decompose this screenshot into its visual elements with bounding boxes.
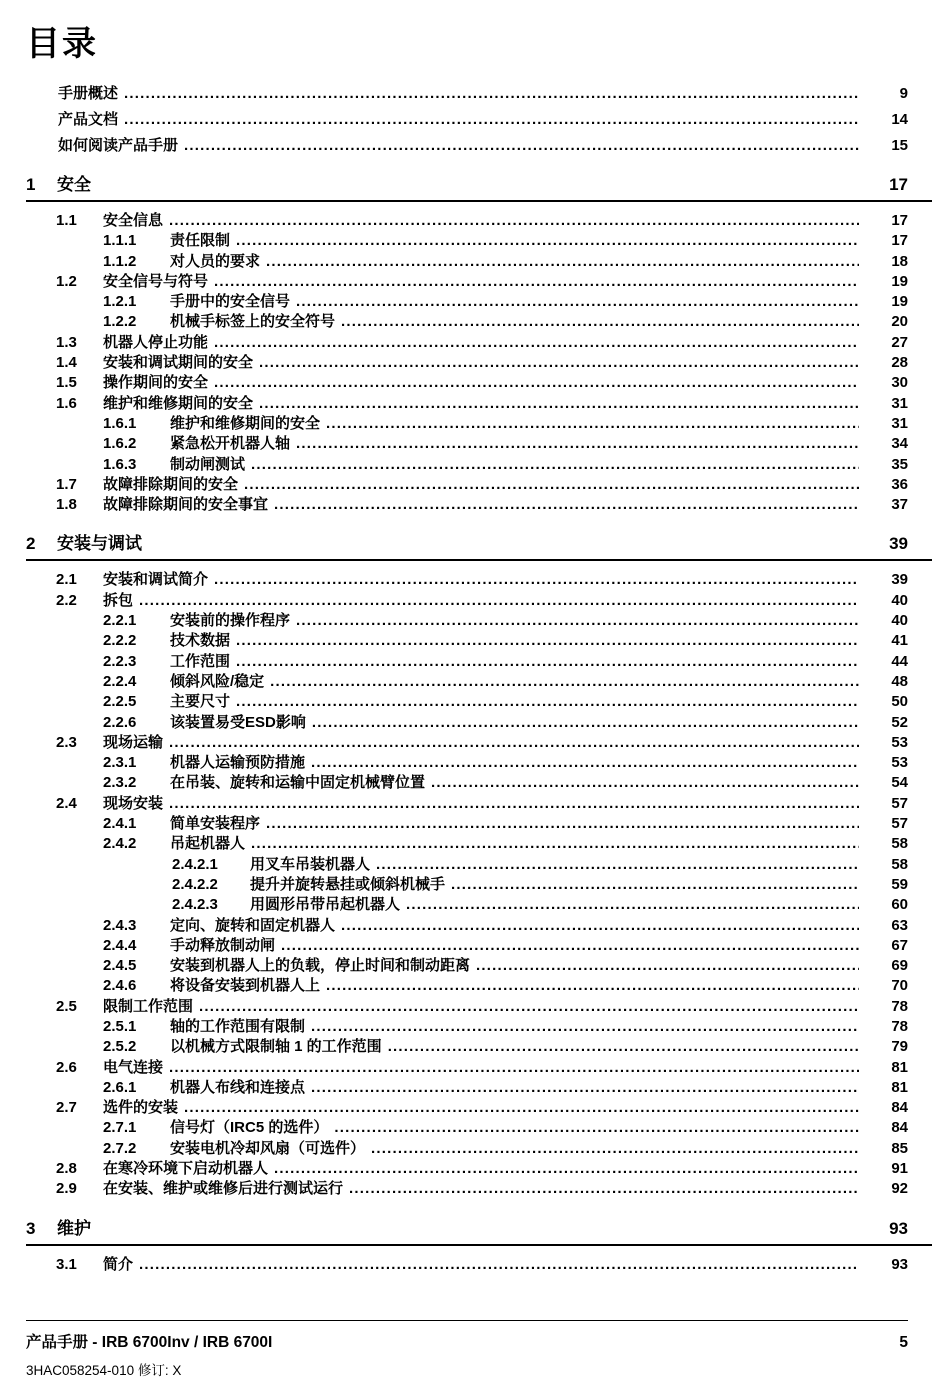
toc-entry-title: 轴的工作范围有限制 — [170, 1017, 306, 1035]
toc-entry-title: 手动释放制动闸 — [170, 936, 276, 954]
toc-entry-number: 1.6.3 — [103, 455, 137, 473]
toc-entry-title: 选件的安装 — [103, 1099, 179, 1117]
toc-entry-page: 52 — [891, 713, 908, 731]
toc-entry-number: 1.1 — [56, 212, 77, 229]
toc-entry-page: 54 — [891, 774, 908, 792]
toc-entry-title: 拆包 — [103, 591, 134, 609]
toc-entry[interactable] — [26, 589, 908, 609]
toc-entry-number: 2.1 — [56, 571, 77, 589]
toc-entry-number: 1.2.1 — [103, 293, 137, 311]
toc-entry-page: 17 — [891, 212, 908, 229]
toc-entry-number: 3.1 — [56, 1255, 77, 1273]
dot-leader — [341, 313, 859, 330]
toc-entry[interactable] — [26, 331, 908, 351]
toc-entry-page: 60 — [891, 896, 908, 914]
toc-entry-number: 2.2.6 — [103, 713, 137, 731]
dot-leader — [296, 435, 859, 452]
toc-entry-page: 53 — [891, 733, 908, 751]
toc-entry-number: 1.2.2 — [103, 313, 137, 331]
toc-entry-number: 1.1.2 — [103, 252, 137, 270]
toc-entry-title: 对人员的要求 — [170, 252, 261, 270]
dot-leader — [296, 293, 859, 310]
toc-entry[interactable] — [26, 812, 908, 832]
dot-leader — [184, 137, 859, 154]
dot-leader — [199, 998, 859, 1015]
toc-entry-page: 14 — [891, 111, 908, 128]
toc-entry-title: 机器人运输预防措施 — [170, 754, 306, 772]
dot-leader — [184, 1099, 859, 1116]
chapter-list — [26, 174, 908, 1273]
toc-entry-page: 50 — [891, 693, 908, 711]
toc-entry-number: 1.1.1 — [103, 232, 137, 250]
toc-entry[interactable] — [26, 670, 908, 690]
toc-entry-number: 2.7.1 — [103, 1119, 137, 1137]
toc-entry-title: 安装前的操作程序 — [170, 612, 291, 630]
toc-entry-page: 40 — [891, 591, 908, 609]
toc-entry-page: 78 — [891, 1017, 908, 1035]
toc-entry-number: 1.6.1 — [103, 414, 137, 432]
toc-entry[interactable] — [26, 412, 908, 432]
dot-leader — [371, 1140, 859, 1157]
toc-entry-page: 9 — [899, 85, 908, 102]
toc-entry[interactable] — [26, 629, 908, 649]
chapter-heading[interactable] — [26, 533, 932, 561]
toc-entry-number: 2.4.6 — [103, 977, 137, 995]
toc-entry-title: 机器人停止功能 — [103, 333, 209, 351]
toc-entry-title: 产品文档 — [58, 111, 119, 128]
toc-entry-number: 2.4 — [56, 794, 77, 812]
toc-entry-number: 2.2.1 — [103, 612, 137, 630]
page-title: 目录 — [26, 25, 98, 63]
toc-entry[interactable] — [26, 893, 908, 913]
toc-entry-number: 2.4.2.2 — [172, 875, 218, 893]
chapter-title: 安装与调试 — [57, 534, 142, 554]
chapter-entries — [26, 568, 908, 1197]
toc-entry-title: 现场运输 — [103, 733, 164, 751]
toc-entry[interactable] — [26, 1137, 908, 1157]
toc-entry-number: 2.7 — [56, 1099, 77, 1117]
toc-entry[interactable] — [26, 432, 908, 452]
toc-entry[interactable] — [26, 1035, 908, 1055]
toc-entry-page: 59 — [891, 875, 908, 893]
toc-entry[interactable] — [26, 832, 908, 852]
toc-entry-page: 63 — [891, 916, 908, 934]
toc-entry-title: 技术数据 — [170, 632, 231, 650]
toc-entry-title: 将设备安装到机器人上 — [170, 977, 321, 995]
footer-document-id: 3HAC058254-010 修订: X — [26, 1363, 182, 1378]
dot-leader — [311, 754, 859, 771]
toc-entry-page: 37 — [891, 496, 908, 514]
dot-leader — [270, 673, 859, 690]
toc-entry-title: 用叉车吊装机器人 — [250, 855, 371, 873]
dot-leader — [236, 653, 859, 670]
toc-entry-number: 1.8 — [56, 496, 77, 514]
toc-entry[interactable] — [26, 392, 908, 412]
toc-entry-number: 1.3 — [56, 333, 77, 351]
toc-front-entry[interactable] — [26, 108, 908, 134]
chapter-title: 维护 — [57, 1218, 91, 1238]
toc-entry[interactable] — [26, 270, 908, 290]
dot-leader — [214, 273, 859, 290]
footer-manual-title: 产品手册 - IRB 6700Inv / IRB 6700I — [26, 1334, 273, 1351]
toc-entry[interactable] — [26, 609, 908, 629]
toc-entry-page: 30 — [891, 374, 908, 392]
toc-entry-number: 2.5.2 — [103, 1038, 137, 1056]
toc-entry-number: 2.2.2 — [103, 632, 137, 650]
toc-entry-title: 倾斜风险/稳定 — [170, 672, 265, 690]
toc-entry-page: 19 — [891, 293, 908, 311]
toc-entry-number: 1.6.2 — [103, 435, 137, 453]
toc-entry[interactable] — [26, 995, 908, 1015]
toc-entry-title: 制动闸测试 — [170, 455, 246, 473]
toc-entry-number: 2.4.1 — [103, 815, 137, 833]
toc-entry-number: 1.4 — [56, 354, 77, 372]
dot-leader — [281, 937, 859, 954]
toc-entry-page: 67 — [891, 936, 908, 954]
toc-entry-page: 31 — [891, 394, 908, 412]
toc-entry[interactable] — [26, 1096, 908, 1116]
dot-leader — [341, 917, 859, 934]
toc-entry-page: 20 — [891, 313, 908, 331]
toc-entry-title: 安全信息 — [103, 212, 164, 229]
dot-leader — [236, 232, 859, 249]
toc-entry[interactable] — [26, 290, 908, 310]
toc-entry-page: 81 — [891, 1078, 908, 1096]
toc-entry-page: 28 — [891, 354, 908, 372]
toc-entry-title: 安全信号与符号 — [103, 272, 209, 290]
toc-entry-title: 责任限制 — [170, 232, 231, 250]
toc-entry-number: 2.2.3 — [103, 652, 137, 670]
toc-entry-number: 1.5 — [56, 374, 77, 392]
dot-leader — [169, 734, 859, 751]
toc-entry-number: 2.6 — [56, 1058, 77, 1076]
toc-entry-page: 93 — [891, 1255, 908, 1273]
page-footer — [26, 1320, 908, 1379]
toc-entry-title: 主要尺寸 — [170, 693, 231, 711]
dot-leader — [214, 571, 859, 588]
toc-entry[interactable] — [26, 873, 908, 893]
toc-entry-title: 该装置易受ESD影响 — [170, 713, 306, 731]
toc-entry-page: 79 — [891, 1038, 908, 1056]
toc-entry-number: 2.4.2 — [103, 835, 137, 853]
chapter-page: 93 — [889, 1218, 908, 1238]
toc-entry-page: 18 — [891, 252, 908, 270]
dot-leader — [326, 977, 859, 994]
dot-leader — [139, 1256, 859, 1273]
toc-entry-number: 2.4.3 — [103, 916, 137, 934]
front-matter-list — [26, 82, 908, 160]
toc-entry-page: 27 — [891, 333, 908, 351]
toc-entry[interactable] — [26, 792, 908, 812]
toc-entry[interactable] — [26, 371, 908, 391]
dot-leader — [311, 1079, 859, 1096]
dot-leader — [266, 253, 859, 270]
toc-entry-page: 70 — [891, 977, 908, 995]
toc-entry-title: 故障排除期间的安全事宜 — [103, 496, 269, 514]
chapter-number: 1 — [26, 175, 36, 194]
toc-entry-page: 53 — [891, 754, 908, 772]
toc-entry[interactable] — [26, 853, 908, 873]
dot-leader — [296, 612, 859, 629]
toc-entry[interactable] — [26, 1056, 908, 1076]
toc-entry[interactable] — [26, 1157, 908, 1177]
toc-entry[interactable] — [26, 711, 908, 731]
toc-front-entry[interactable] — [26, 134, 908, 160]
toc-entry[interactable] — [26, 493, 908, 513]
toc-entry-title: 机器人布线和连接点 — [170, 1078, 306, 1096]
toc-entry-title: 安装电机冷却风扇（可选件） — [170, 1139, 366, 1157]
toc-entry-number: 2.5.1 — [103, 1017, 137, 1035]
dot-leader — [388, 1038, 859, 1055]
toc-entry-page: 31 — [891, 414, 908, 432]
toc-entry[interactable] — [26, 473, 908, 493]
dot-leader — [169, 212, 859, 229]
toc-entry-title: 机械手标签上的安全符号 — [170, 313, 336, 331]
dot-leader — [214, 334, 859, 351]
toc-entry[interactable] — [26, 568, 908, 588]
dot-leader — [169, 795, 859, 812]
toc-front-entry[interactable] — [26, 82, 908, 108]
toc-entry[interactable] — [26, 1177, 908, 1197]
chapter-section — [26, 533, 908, 1197]
toc-entry-number: 2.2.4 — [103, 672, 137, 690]
dot-leader — [311, 1018, 859, 1035]
toc-entry-title: 信号灯（IRC5 的选件） — [170, 1119, 329, 1137]
toc-entry-title: 维护和维修期间的安全 — [170, 414, 321, 432]
dot-leader — [244, 476, 859, 493]
toc-entry-page: 44 — [891, 652, 908, 670]
toc-entry-page: 36 — [891, 475, 908, 493]
toc-entry-title: 维护和维修期间的安全 — [103, 394, 254, 412]
toc-entry-number: 1.6 — [56, 394, 77, 412]
toc-entry-number: 1.2 — [56, 272, 77, 290]
toc-entry-page: 39 — [891, 571, 908, 589]
toc-entry-number: 2.6.1 — [103, 1078, 137, 1096]
chapter-number: 3 — [26, 1218, 36, 1238]
dot-leader — [451, 876, 859, 893]
toc-entry-number: 2.4.2.1 — [172, 855, 218, 873]
toc-entry-number: 2.4.4 — [103, 936, 137, 954]
dot-leader — [259, 354, 859, 371]
toc-entry-title: 安装到机器人上的负载，停止时间和制动距离 — [170, 957, 471, 975]
toc-entry-title: 紧急松开机器人轴 — [170, 435, 291, 453]
toc-entry-number: 2.4.2.3 — [172, 896, 218, 914]
toc-entry[interactable] — [26, 650, 908, 670]
toc-entry-number: 2.5 — [56, 997, 77, 1015]
toc-entry-title: 安装和调试简介 — [103, 571, 209, 589]
dot-leader — [406, 896, 859, 913]
toc-entry-title: 用圆形吊带吊起机器人 — [250, 896, 401, 914]
toc-entry[interactable] — [26, 1116, 908, 1136]
toc-entry-title: 在吊装、旋转和运输中固定机械臂位置 — [170, 774, 426, 792]
toc-entry-page: 58 — [891, 835, 908, 853]
toc-entry-page: 48 — [891, 672, 908, 690]
toc-entry-page: 41 — [891, 632, 908, 650]
toc-entry-number: 2.8 — [56, 1160, 77, 1178]
toc-entry[interactable] — [26, 914, 908, 934]
dot-leader — [431, 774, 859, 791]
dot-leader — [274, 1160, 859, 1177]
toc-entry-title: 手册中的安全信号 — [170, 293, 291, 311]
toc-entry-title: 限制工作范围 — [103, 997, 194, 1015]
toc-entry-number: 2.4.5 — [103, 957, 137, 975]
footer-page-number: 5 — [899, 1334, 908, 1351]
dot-leader — [376, 856, 859, 873]
dot-leader — [476, 957, 859, 974]
dot-leader — [236, 632, 859, 649]
dot-leader — [259, 395, 859, 412]
dot-leader — [349, 1180, 859, 1197]
toc-entry[interactable] — [26, 731, 908, 751]
toc-entry-page: 84 — [891, 1119, 908, 1137]
toc-entry-title: 手册概述 — [58, 85, 119, 102]
toc-entry[interactable] — [26, 934, 908, 954]
toc-entry-title: 现场安装 — [103, 794, 164, 812]
toc-entry-page: 40 — [891, 612, 908, 630]
chapter-heading[interactable] — [26, 174, 932, 202]
toc-entry[interactable] — [26, 1015, 908, 1035]
chapter-entries — [26, 1253, 908, 1273]
toc-entry-page: 15 — [891, 137, 908, 154]
dot-leader — [266, 815, 859, 832]
toc-entry-title: 电气连接 — [103, 1058, 164, 1076]
dot-leader — [312, 714, 859, 731]
toc-entry-page: 81 — [891, 1058, 908, 1076]
toc-entry-page: 57 — [891, 815, 908, 833]
toc-entry-title: 简单安装程序 — [170, 815, 261, 833]
toc-entry-number: 2.9 — [56, 1180, 77, 1198]
dot-leader — [236, 693, 859, 710]
toc-entry[interactable] — [26, 453, 908, 473]
toc-entry[interactable] — [26, 974, 908, 994]
dot-leader — [169, 1059, 859, 1076]
dot-leader — [139, 592, 859, 609]
toc-entry-title: 在寒冷环境下启动机器人 — [103, 1160, 269, 1178]
toc-entry[interactable] — [26, 250, 908, 270]
chapter-section — [26, 174, 908, 513]
toc-entry-page: 92 — [891, 1180, 908, 1198]
toc-entry-title: 吊起机器人 — [170, 835, 246, 853]
toc-entry-title: 在安装、维护或维修后进行测试运行 — [103, 1180, 344, 1198]
toc-entry-title: 安装和调试期间的安全 — [103, 354, 254, 372]
toc-entry-page: 84 — [891, 1099, 908, 1117]
toc-entry-title: 工作范围 — [170, 652, 231, 670]
toc-entry-page: 78 — [891, 997, 908, 1015]
chapter-page: 39 — [889, 534, 908, 554]
toc-entry[interactable] — [26, 1076, 908, 1096]
toc-entry-title: 以机械方式限制轴 1 的工作范围 — [170, 1038, 382, 1056]
toc-entry-number: 2.2 — [56, 591, 77, 609]
toc-entry-title: 故障排除期间的安全 — [103, 475, 239, 493]
chapter-entries — [26, 209, 908, 513]
toc-entry-page: 85 — [891, 1139, 908, 1157]
toc-entry-page: 17 — [891, 232, 908, 250]
toc-entry[interactable] — [26, 351, 908, 371]
toc-entry[interactable] — [26, 954, 908, 974]
toc-entry[interactable] — [26, 771, 908, 791]
toc-entry-page: 57 — [891, 794, 908, 812]
dot-leader — [214, 374, 859, 391]
chapter-title: 安全 — [57, 175, 91, 194]
toc-entry[interactable] — [26, 690, 908, 710]
toc-entry-page: 35 — [891, 455, 908, 473]
toc-entry-page: 91 — [891, 1160, 908, 1178]
toc-entry[interactable] — [26, 209, 908, 229]
toc-entry[interactable] — [26, 310, 908, 330]
chapter-section — [26, 1218, 908, 1273]
toc-entry-number: 2.3.2 — [103, 774, 137, 792]
dot-leader — [251, 456, 859, 473]
toc-entry-title: 操作期间的安全 — [103, 374, 209, 392]
toc-entry-page: 58 — [891, 855, 908, 873]
toc-entry-number: 2.3.1 — [103, 754, 137, 772]
dot-leader — [326, 415, 859, 432]
toc-entry-number: 2.2.5 — [103, 693, 137, 711]
toc-entry[interactable] — [26, 751, 908, 771]
dot-leader — [274, 496, 859, 513]
chapter-number: 2 — [26, 534, 36, 554]
chapter-heading[interactable] — [26, 1218, 932, 1246]
toc-entry-number: 1.7 — [56, 475, 77, 493]
dot-leader — [334, 1119, 859, 1136]
toc-entry-title: 提升并旋转悬挂或倾斜机械手 — [250, 875, 446, 893]
dot-leader — [251, 835, 859, 852]
dot-leader — [124, 85, 859, 102]
toc-entry-number: 2.7.2 — [103, 1139, 137, 1157]
chapter-page: 17 — [889, 175, 908, 194]
toc-entry-page: 19 — [891, 272, 908, 290]
toc-entry-title: 简介 — [103, 1255, 134, 1273]
toc-entry-number: 2.3 — [56, 733, 77, 751]
toc-content — [26, 0, 908, 1273]
toc-entry-page: 69 — [891, 957, 908, 975]
toc-entry[interactable] — [26, 229, 908, 249]
toc-entry[interactable] — [26, 1253, 908, 1273]
toc-entry-title: 如何阅读产品手册 — [58, 137, 179, 154]
toc-entry-title: 定向、旋转和固定机器人 — [170, 916, 336, 934]
toc-entry-page: 34 — [891, 435, 908, 453]
dot-leader — [124, 111, 859, 128]
